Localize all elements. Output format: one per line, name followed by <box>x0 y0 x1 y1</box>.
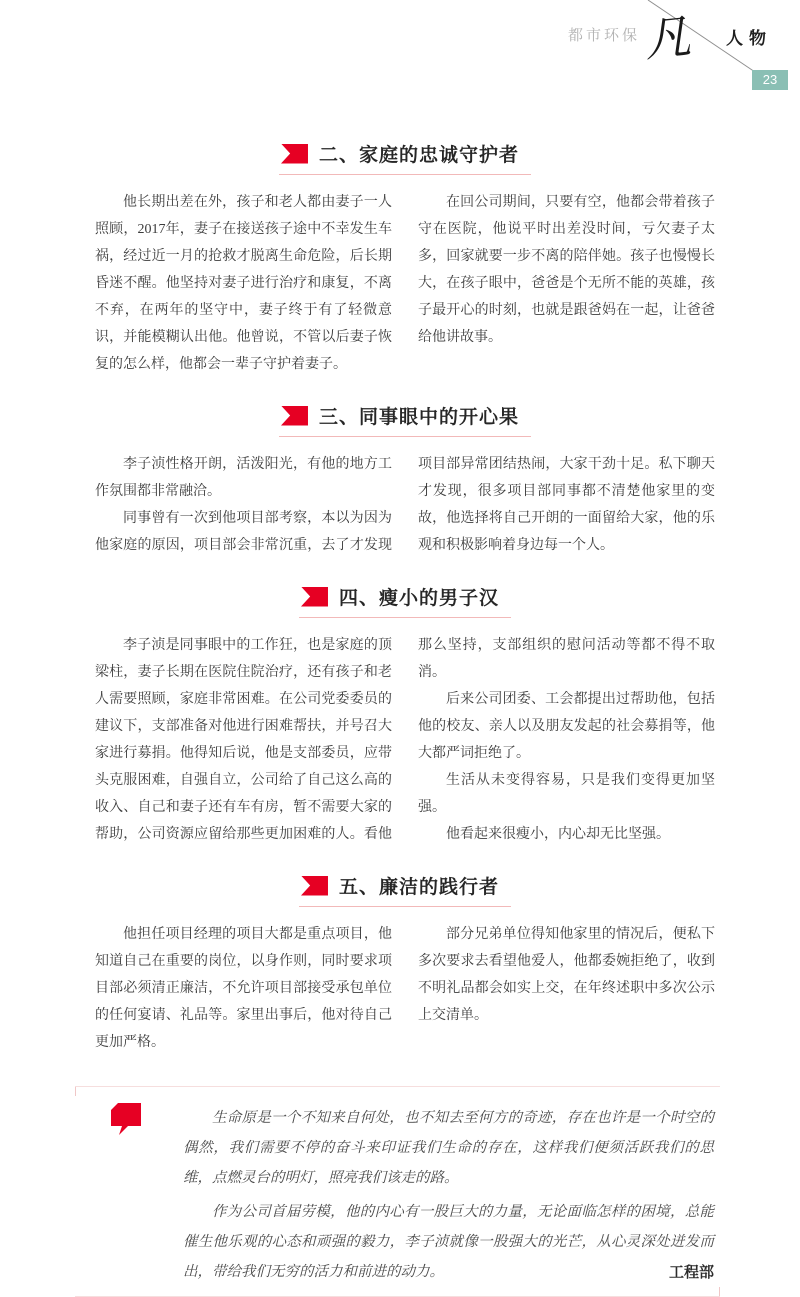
section-integrity <box>95 872 715 1056</box>
quote-paragraph: 生命原是一个不知来自何处，也不知去至何方的奇迹，存在也许是一个时空的偶然，我们需要不停的奋斗来印证我们生命的存在，这样我们便须活跃我们的思维，点燃灵台的明灯，照亮我们该走的路。 <box>183 1110 714 1186</box>
section-text <box>95 189 715 378</box>
section-text <box>95 632 715 848</box>
paragraph: 同事曾有一次到他项目部考察，本以为因为他家庭的原因，项目部会非常沉重，去了才发现项目部异常团结热闹，大家干劲十足。私下聊天才发现，很多项目部同事都不清楚他家里的变故，他选择将自己开朗的一面留给大家，他的乐观和积极影响着身边每一个人。 <box>95 457 715 553</box>
page-number-badge: 23 <box>752 70 788 90</box>
paragraph: 他长期出差在外，孩子和老人都由妻子一人照顾，2017年，妻子在接送孩子途中不幸发生车祸，经过近一月的抢救才脱离生命危险，后长期昏迷不醒。他坚持对妻子进行治疗和康复，不离不弃，在两年的坚守中，妻子终于有了轻微意识，并能模糊认出他。他曾说，不管以后妻子恢复的怎么样，他都会一辈子守护着妻子。 <box>95 195 392 372</box>
quote-paragraph: 作为公司首届劳模，他的内心有一股巨大的力量，无论面临怎样的困境，总能催生他乐观的心态和顽强的毅力，李子浈就像一股强大的光芒，从心灵深处迸发而出，带给我们无穷的活力和前进的动力。 <box>183 1204 714 1280</box>
section-text <box>95 921 715 1056</box>
paragraph: 他看起来很瘦小，内心却无比坚强。 <box>446 827 670 842</box>
section-header <box>299 872 511 907</box>
paragraph: 李子浈是同事眼中的工作狂，也是家庭的顶梁柱，妻子长期在医院住院治疗，还有孩子和老人需要照顾，家庭非常困难。在公司党委委员的建议下，支部准备对他进行困难帮扶，并号召大家进行募捐。他得知后说，他是支部委员，应带头克服困难，自强自立，公司给了自己这么高的收入、自己和妻子还有车有房，暂不需要大家的帮助，公司资源应留给那些更加困难的人。看他那么坚持，支部组织的慰问活动等都不得不取消。 <box>95 638 715 842</box>
section-title: 三、同事眼中的开心果 <box>318 407 519 428</box>
section-title: 二、家庭的忠诚守护者 <box>318 145 519 166</box>
masthead-title: 都市环保 <box>567 27 640 44</box>
section-family-guardian <box>95 140 715 378</box>
red-flag-icon <box>301 587 328 607</box>
section-happy-colleague <box>95 402 715 559</box>
speech-bubble-icon <box>111 1103 141 1140</box>
section-small-man <box>95 583 715 848</box>
section-header <box>279 402 531 437</box>
article-body <box>0 140 800 1056</box>
red-flag-icon <box>301 876 328 896</box>
red-flag-icon <box>281 144 308 164</box>
section-text <box>95 451 715 559</box>
quote-text <box>183 1103 714 1287</box>
paragraph: 部分兄弟单位得知他家里的情况后，便私下多次要求去看望他爱人，他都委婉拒绝了，收到不明礼品都会如实上交，在年终述职中多次公示上交清单。 <box>418 927 715 1023</box>
calligraphy-logo: 凡 <box>641 8 694 68</box>
section-title: 四、瘦小的男子汉 <box>338 588 499 609</box>
section-title: 五、廉洁的践行者 <box>338 877 499 898</box>
section-header <box>279 140 531 175</box>
paragraph: 生活从未变得容易，只是我们变得更加坚强。 <box>418 773 715 815</box>
paragraph: 在回公司期间，只要有空，他都会带着孩子守在医院，他说平时出差没时间，亏欠妻子太多，回家就要一步不离的陪伴她。孩子也慢慢长大，在孩子眼中，爸爸是个无所不能的英雄，孩子最开心的时刻，也就是跟爸妈在一起，让爸爸给他讲故事。 <box>418 195 715 345</box>
section-header <box>299 583 511 618</box>
closing-quote-box <box>75 1086 720 1297</box>
page-header <box>0 0 800 100</box>
paragraph: 后来公司团委、工会都提出过帮助他，包括他的校友、亲人以及朋友发起的社会募捐等，他大都严词拒绝了。 <box>418 692 715 761</box>
paragraph: 他担任项目经理的项目大都是重点项目，他知道自己在重要的岗位，以身作则，同时要求项目部必须清正廉洁，不允许项目部接受承包单位的任何宴请、礼品等。家里出事后，他对待自己更加严格。 <box>95 927 392 1050</box>
red-flag-icon <box>281 406 308 426</box>
paragraph: 李子浈性格开朗，活泼阳光，有他的地方工作氛围都非常融洽。 <box>95 457 392 499</box>
signature: 工程部 <box>668 1264 714 1281</box>
category-label: 人物 <box>726 29 772 48</box>
